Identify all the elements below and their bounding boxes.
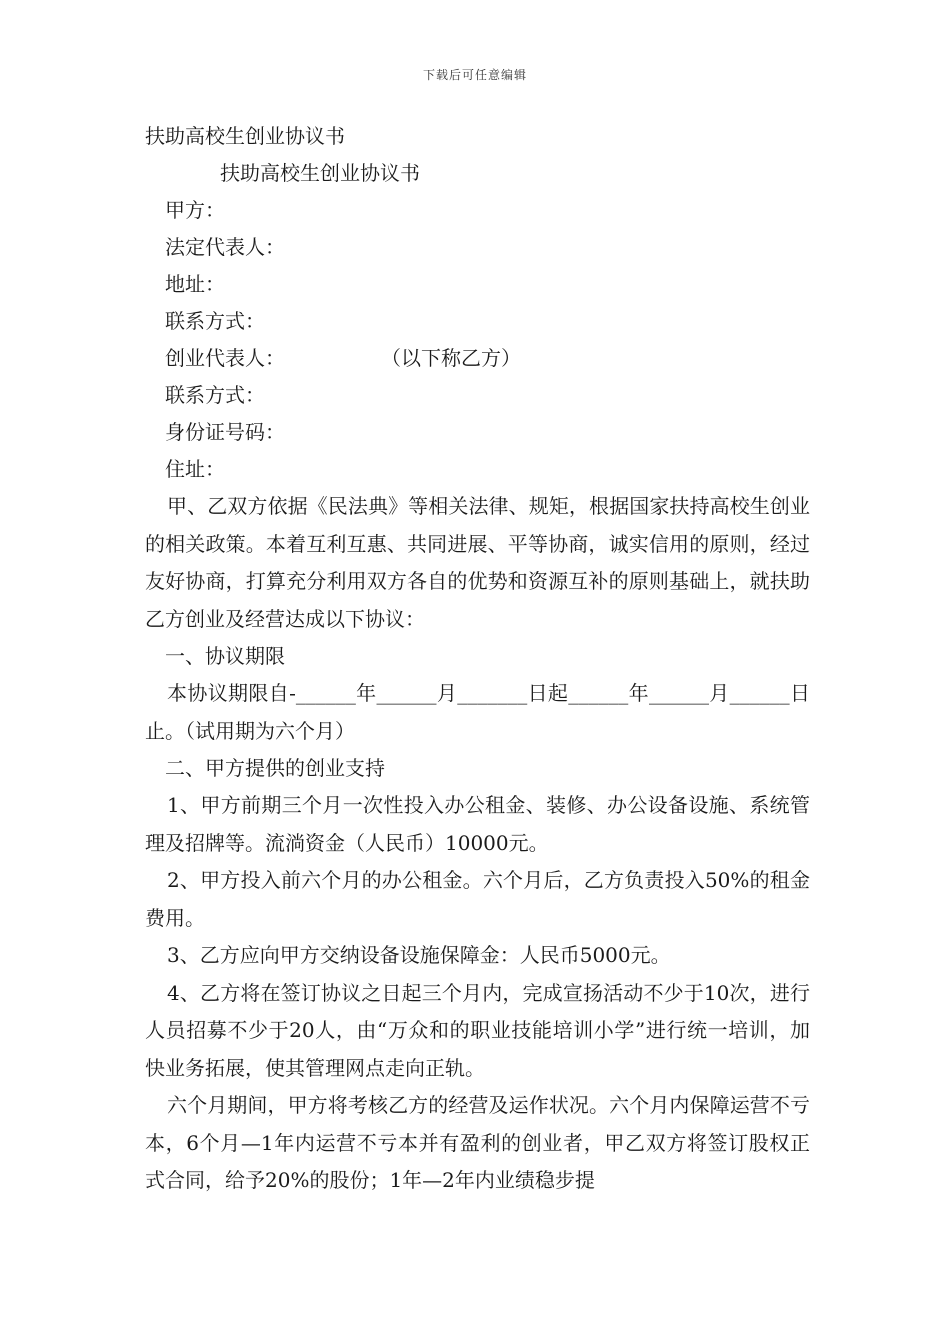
document-heading: 扶助高校生创业协议书 [145, 124, 345, 148]
section2-item-1: 1、甲方前期三个月一次性投入办公租金、装修、办公设备设施、系统管理及招牌等。流淌资金（人民币）10000元。 [145, 793, 810, 855]
field-party-a: 甲方： [165, 198, 225, 222]
intro-paragraph: 甲、乙双方依据《民法典》等相关法律、规矩，根据国家扶持高校生创业的相关政策。本着互利互惠、共同进展、平等协商，诚实信用的原则，经过友好协商，打算充分利用双方各自的优势和资源互补的原则基础上，就扶助乙方创业及经营达成以下协议： [145, 494, 810, 631]
field-entrepreneur-note: （以下称乙方） [381, 346, 521, 370]
field-residence: 住址： [165, 457, 225, 481]
assessment-paragraph: 六个月期间，甲方将考核乙方的经营及运作状况。六个月内保障运营不亏本，6个月—1年内运营不亏本并有盈利的创业者，甲乙双方将签订股权正式合同，给予20%的股份；1年—2年内业绩稳步提 [145, 1093, 810, 1192]
section2-title: 二、甲方提供的创业支持 [165, 756, 385, 780]
page-header-note: 下载后可任意编辑 [422, 68, 527, 82]
field-contact-2: 联系方式： [165, 383, 265, 407]
field-id-number: 身份证号码： [165, 420, 285, 444]
field-legal-rep: 法定代表人： [165, 235, 285, 259]
section1-title: 一、协议期限 [165, 644, 285, 668]
field-entrepreneur-rep-row [145, 340, 810, 377]
section2-item-4: 4、乙方将在签订协议之日起三个月内，完成宣扬活动不少于10次，进行人员招募不少于20人，由“万众和的职业技能培训小学”进行统一培训，加快业务拓展，使其管理网点走向正轨。 [145, 980, 810, 1080]
section2-item-2: 2、甲方投入前六个月的办公租金。六个月后，乙方负责投入50%的租金费用。 [145, 868, 810, 930]
field-contact-1: 联系方式： [165, 309, 265, 333]
section2-item-3: 3、乙方应向甲方交纳设备设施保障金：人民币5000元。 [167, 943, 671, 967]
document-body [145, 118, 810, 1200]
document-title: 扶助高校生创业协议书 [220, 161, 420, 185]
section1-paragraph: 本协议期限自-______年______月_______日起______年______月______日止。（试用期为六个月） [145, 681, 810, 743]
field-address: 地址： [165, 272, 225, 296]
field-entrepreneur-rep: 创业代表人： [165, 346, 285, 370]
